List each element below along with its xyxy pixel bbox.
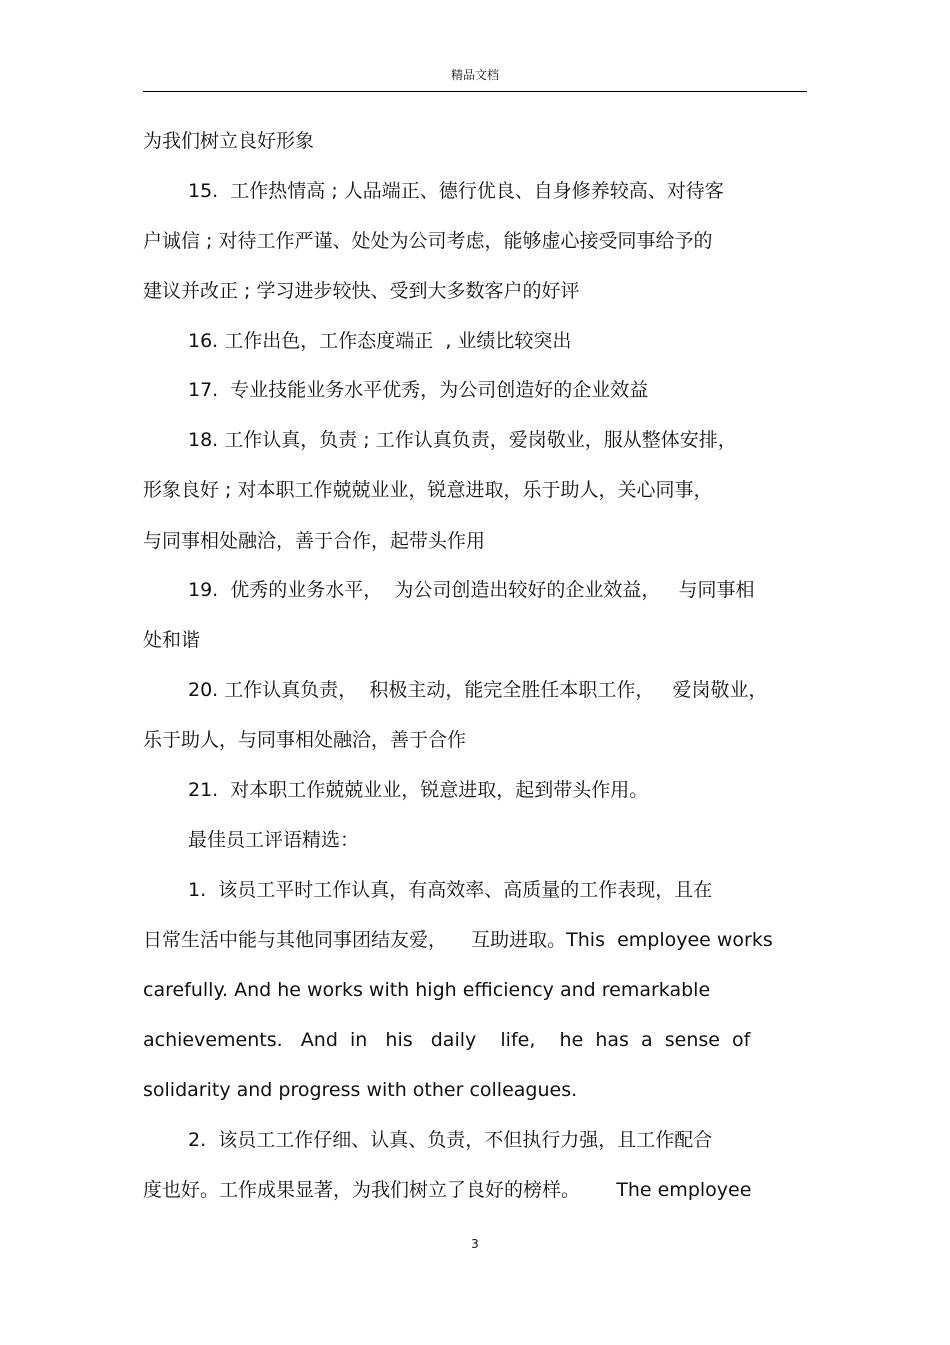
section-heading: 最佳员工评语精选：: [188, 829, 360, 851]
paragraph-line: 21. 对本职工作兢兢业业，锐意进取，起到带头作用。: [188, 779, 649, 801]
paragraph-line: 度也好。工作成果显著，为我们树立了良好的榜样。 The employee: [143, 1179, 752, 1201]
paragraph-line: 15. 工作热情高 ; 人品端正、德行优良、自身修养较高、对待客: [188, 180, 724, 202]
paragraph-line: 处和谐: [143, 629, 201, 651]
header-divider: [143, 91, 807, 92]
paragraph-line: carefully. And he works with high efficiency and remarkable: [143, 979, 711, 1001]
paragraph-line: 乐于助人，与同事相处融洽，善于合作: [143, 729, 467, 751]
paragraph-line: 2. 该员工工作仔细、认真、负责，不但执行力强，且工作配合: [188, 1129, 713, 1151]
paragraph-line: 18. 工作认真，负责 ; 工作认真负责，爱岗敬业，服从整体安排，: [188, 429, 737, 451]
paragraph-line: 16. 工作出色，工作态度端正 , 业绩比较突出: [188, 330, 572, 352]
paragraph-line: 20. 工作认真负责， 积极主动，能完全胜任本职工作， 爱岗敬业，: [188, 679, 768, 701]
paragraph-line: 建议并改正 ; 学习进步较快、受到大多数客户的好评: [143, 280, 580, 302]
page-number: 3: [471, 1237, 479, 1251]
paragraph-line: 日常生活中能与其他同事团结友爱， 互助进取。This employee works: [143, 929, 773, 951]
paragraph-line: 1. 该员工平时工作认真，有高效率、高质量的工作表现，且在: [188, 879, 713, 901]
paragraph-line: 与同事相处融洽，善于合作，起带头作用: [143, 530, 486, 552]
paragraph-line: 19. 优秀的业务水平， 为公司创造出较好的企业效益， 与同事相: [188, 579, 755, 601]
paragraph-line: solidarity and progress with other colleagues.: [143, 1079, 578, 1101]
paragraph-line: achievements. And in his daily life, he has a sense of: [143, 1029, 751, 1051]
paragraph-line: 形象良好 ; 对本职工作兢兢业业，锐意进取，乐于助人，关心同事，: [143, 479, 713, 501]
page-header-title: 精品文档: [450, 68, 499, 82]
paragraph-line: 17. 专业技能业务水平优秀，为公司创造好的企业效益: [188, 379, 649, 401]
paragraph-line: 为我们树立良好形象: [143, 130, 315, 152]
paragraph-line: 户诚信 ; 对待工作严谨、处处为公司考虑，能够虚心接受同事给予的: [143, 230, 713, 252]
